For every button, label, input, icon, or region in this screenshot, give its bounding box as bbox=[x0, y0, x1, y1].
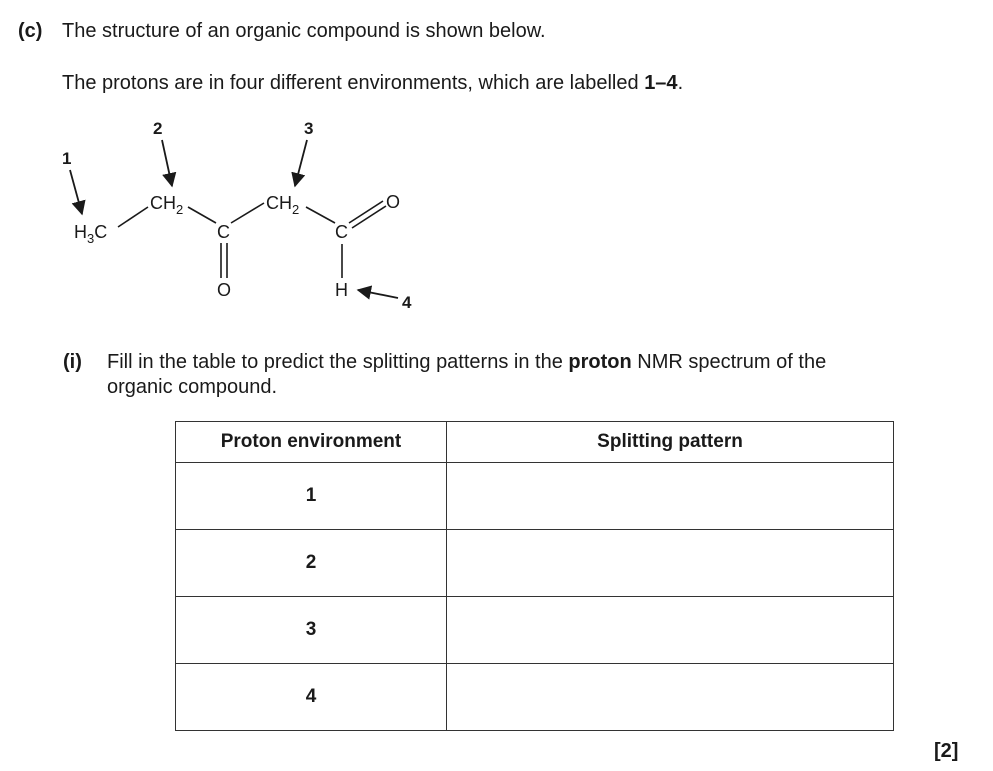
arrow-3 bbox=[295, 140, 307, 186]
protons-sentence-range: 1–4 bbox=[644, 72, 678, 94]
splitting-pattern-answer-2[interactable] bbox=[447, 530, 894, 597]
subquestion-line-1 bbox=[107, 351, 826, 374]
subquestion-line-2: organic compound. bbox=[107, 376, 278, 398]
arrow-2 bbox=[162, 140, 172, 186]
header-proton-environment: Proton environment bbox=[176, 422, 447, 463]
splitting-pattern-answer-4[interactable] bbox=[447, 664, 894, 731]
atom-o-ketone: O bbox=[217, 280, 232, 300]
subquestion-label: (i) bbox=[63, 351, 82, 373]
atom-o-aldehyde: O bbox=[386, 192, 401, 212]
env-label-3: 3 bbox=[304, 119, 314, 138]
table-row bbox=[176, 530, 894, 597]
atom-h3c: $H_3C$ bbox=[74, 222, 108, 246]
environment-cell: 4 bbox=[176, 664, 447, 731]
atom-h-aldehyde: H bbox=[335, 280, 348, 300]
bond-ch3-ch2 bbox=[118, 207, 148, 227]
atom-ch2-second: $CH_2$ bbox=[266, 193, 300, 217]
splitting-pattern-answer-1[interactable] bbox=[447, 463, 894, 530]
structure-diagram bbox=[40, 110, 440, 320]
bond-cketone-ch2 bbox=[231, 203, 264, 223]
arrow-1 bbox=[70, 170, 82, 214]
atom-c-aldehyde: C bbox=[335, 222, 348, 242]
table-header-row bbox=[176, 422, 894, 463]
question-intro: The structure of an organic compound is shown below. bbox=[62, 20, 546, 42]
label-arrows bbox=[70, 140, 401, 298]
protons-sentence-before: The protons are in four different environments, which are labelled bbox=[62, 72, 645, 94]
protons-sentence-after: . bbox=[677, 72, 684, 94]
environment-cell: 3 bbox=[176, 597, 447, 664]
protons-sentence bbox=[62, 72, 683, 95]
atom-c-ketone: C bbox=[217, 222, 230, 242]
subquestion-line-1-after: NMR spectrum of the bbox=[631, 351, 827, 373]
environment-cell: 1 bbox=[176, 463, 447, 530]
env-label-4: 4 bbox=[402, 293, 412, 312]
subquestion-keyword: proton bbox=[568, 351, 632, 373]
env-label-2: 2 bbox=[153, 119, 163, 138]
environment-cell: 2 bbox=[176, 530, 447, 597]
arrow-4 bbox=[358, 290, 398, 298]
header-splitting-pattern: Splitting pattern bbox=[447, 422, 894, 463]
bond-ch2-caldehyde bbox=[306, 207, 335, 223]
env-label-1: 1 bbox=[62, 149, 72, 168]
table-row bbox=[176, 597, 894, 664]
table-row bbox=[176, 664, 894, 731]
atom-ch2-first: $CH_2$ bbox=[150, 193, 184, 217]
marks-indicator: [2] bbox=[934, 740, 959, 762]
table-row bbox=[176, 463, 894, 530]
subquestion-line-1-before: Fill in the table to predict the splitting patterns in the bbox=[107, 351, 569, 373]
splitting-pattern-table bbox=[175, 421, 894, 731]
question-part-label: (c) bbox=[18, 20, 43, 42]
bond-ch2-cketone bbox=[188, 207, 216, 223]
splitting-pattern-answer-3[interactable] bbox=[447, 597, 894, 664]
